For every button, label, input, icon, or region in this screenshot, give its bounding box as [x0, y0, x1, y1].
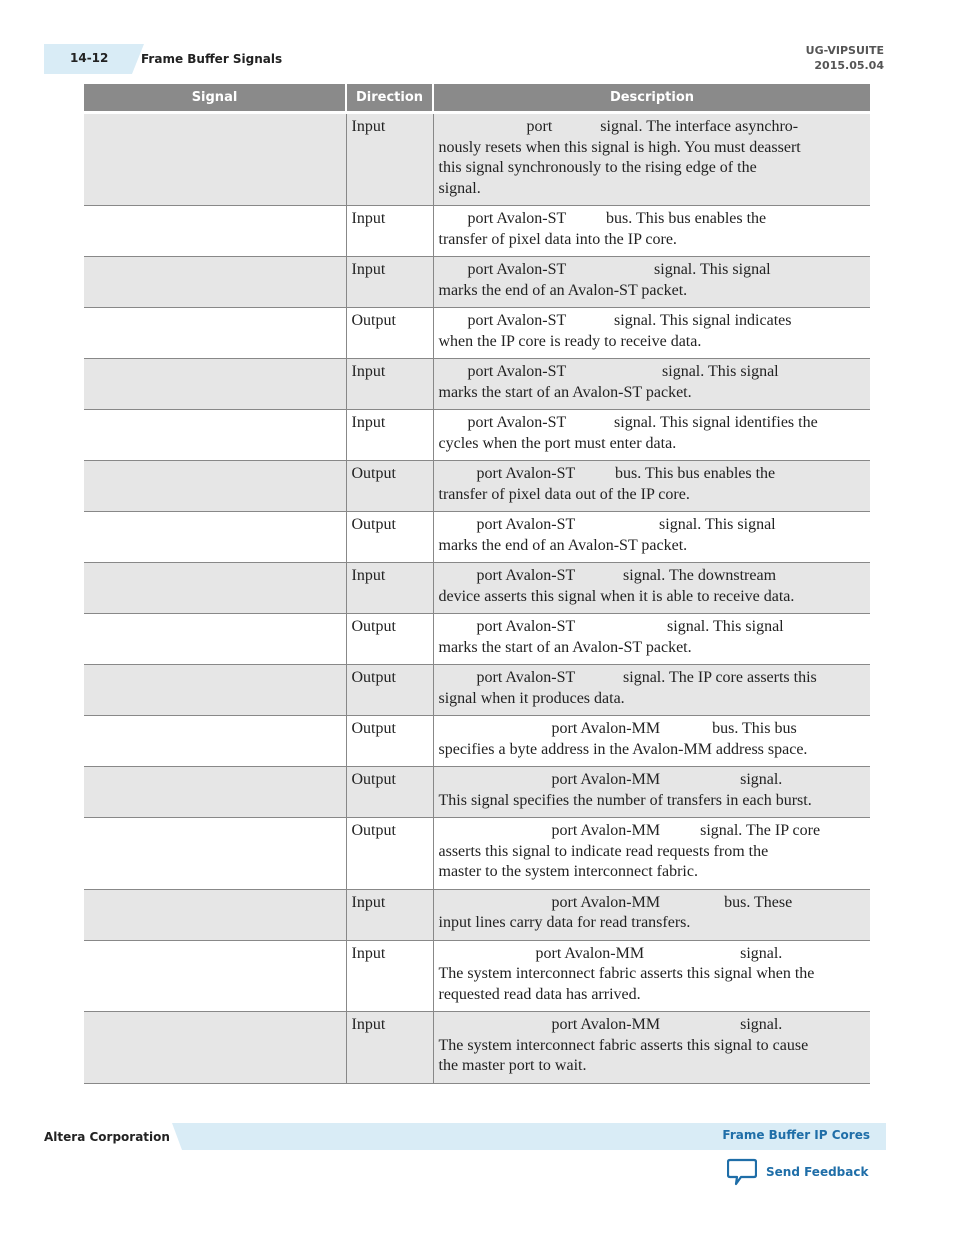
description-line: port Avalon-MM signal. [535, 944, 783, 962]
column-header-signal: Signal [84, 84, 346, 113]
table-row [84, 1012, 870, 1084]
description-cell [433, 461, 870, 512]
description-line: marks the end of an Avalon-ST packet. [438, 281, 688, 299]
direction-cell: Input [346, 257, 433, 308]
doc-date: 2015.05.04 [814, 59, 884, 72]
table-header-row [84, 84, 870, 113]
description-line: marks the end of an Avalon-ST packet. [438, 536, 688, 554]
table-row [84, 940, 870, 1012]
description-line: signal when it produces data. [438, 689, 625, 707]
doc-id-label: UG-VIPSUITE [805, 44, 884, 57]
description-cell [433, 359, 870, 410]
direction-cell: Output [346, 665, 433, 716]
direction-cell: Output [346, 308, 433, 359]
footer-chapter-link[interactable]: Frame Buffer IP Cores [722, 1128, 870, 1142]
description-line: master to the system interconnect fabric. [438, 863, 698, 880]
table-row [84, 257, 870, 308]
description-cell [433, 563, 870, 614]
description-cell [433, 410, 870, 461]
signal-cell [84, 206, 346, 257]
signal-cell [84, 614, 346, 665]
description-line: port Avalon-ST bus. This bus enables the [476, 465, 776, 482]
signal-cell [84, 461, 346, 512]
direction-cell: Output [346, 767, 433, 818]
description-cell [433, 940, 870, 1012]
description-line: transfer of pixel data out of the IP core. [438, 485, 690, 503]
description-line: The system interconnect fabric asserts this signal to cause [438, 1036, 809, 1054]
direction-cell: Input [346, 940, 433, 1012]
description-line: port Avalon-ST signal. The IP core asserts this [476, 669, 817, 686]
description-line: port Avalon-ST signal. This signal [476, 516, 776, 533]
description-line: transfer of pixel data into the IP core. [438, 230, 677, 248]
direction-cell: Output [346, 512, 433, 563]
table-row [84, 665, 870, 716]
description-line: This signal specifies the number of transfers in each burst. [438, 791, 812, 809]
table-row [84, 113, 870, 206]
signal-cell [84, 889, 346, 940]
signal-cell [84, 563, 346, 614]
direction-cell: Input [346, 410, 433, 461]
description-cell [433, 1012, 870, 1084]
description-line: the master port to wait. [438, 1057, 587, 1074]
direction-cell: Output [346, 614, 433, 665]
table-row [84, 206, 870, 257]
speech-bubble-icon [727, 1158, 757, 1186]
signal-cell [84, 113, 346, 206]
table-row [84, 889, 870, 940]
signal-cell [84, 767, 346, 818]
description-line: specifies a byte address in the Avalon-MM address space. [438, 740, 808, 758]
table-row [84, 359, 870, 410]
signal-cell [84, 940, 346, 1012]
direction-cell: Input [346, 206, 433, 257]
description-cell [433, 206, 870, 257]
description-line: port Avalon-ST signal. This signal [467, 261, 771, 278]
description-cell [433, 257, 870, 308]
description-line: port Avalon-ST signal. This signal [476, 618, 784, 635]
table-row [84, 716, 870, 767]
signal-cell [84, 257, 346, 308]
description-line: requested read data has arrived. [438, 985, 641, 1003]
description-line: port Avalon-ST signal. The downstream [476, 567, 777, 584]
description-line: marks the start of an Avalon-ST packet. [438, 638, 692, 656]
description-line: device asserts this signal when it is able to receive data. [438, 587, 795, 605]
direction-cell: Input [346, 359, 433, 410]
signal-cell [84, 1012, 346, 1084]
description-line: port Avalon-ST signal. This signal [467, 363, 779, 380]
document-id [806, 43, 884, 73]
description-line: port Avalon-MM bus. This bus [551, 720, 797, 737]
description-line: port Avalon-ST signal. This signal identifies the [467, 414, 818, 431]
signals-table [84, 84, 870, 1084]
signal-cell [84, 512, 346, 563]
table-row [84, 563, 870, 614]
description-cell [433, 512, 870, 563]
direction-cell: Input [346, 1012, 433, 1084]
table-row [84, 410, 870, 461]
direction-cell: Output [346, 818, 433, 890]
description-line: input lines carry data for read transfers. [438, 914, 691, 931]
direction-cell: Input [346, 889, 433, 940]
description-line: marks the start of an Avalon-ST packet. [438, 383, 692, 401]
description-cell [433, 716, 870, 767]
send-feedback-label: Send Feedback [766, 1165, 869, 1179]
direction-cell: Output [346, 716, 433, 767]
table-row [84, 614, 870, 665]
description-line: nously resets when this signal is high. You must deassert [438, 138, 801, 156]
column-header-description: Description [433, 84, 870, 113]
signal-cell [84, 410, 346, 461]
description-line: port Avalon-ST signal. This signal indicates [467, 312, 792, 329]
description-line: port Avalon-MM signal. [551, 1016, 783, 1033]
description-cell [433, 308, 870, 359]
column-header-direction: Direction [346, 84, 433, 113]
description-line: asserts this signal to indicate read requests from the [438, 842, 769, 860]
description-cell [433, 889, 870, 940]
direction-cell: Output [346, 461, 433, 512]
direction-cell: Input [346, 113, 433, 206]
table-row [84, 308, 870, 359]
footer-company: Altera Corporation [44, 1130, 170, 1144]
signal-cell [84, 665, 346, 716]
signal-cell [84, 359, 346, 410]
table-row [84, 767, 870, 818]
description-line: signal. [438, 179, 481, 197]
description-cell [433, 818, 870, 890]
signal-cell [84, 716, 346, 767]
description-cell [433, 614, 870, 665]
description-line: cycles when the port must enter data. [438, 434, 677, 452]
signal-cell [84, 308, 346, 359]
signal-cell [84, 818, 346, 890]
table-row [84, 461, 870, 512]
table-row [84, 818, 870, 890]
description-cell [433, 113, 870, 206]
description-line: The system interconnect fabric asserts this signal when the [438, 965, 815, 982]
section-title: Frame Buffer Signals [141, 52, 283, 66]
description-cell [433, 767, 870, 818]
page-number: 14-12 [70, 51, 109, 65]
description-line: port Avalon-MM bus. These [551, 893, 793, 911]
description-line: port Avalon-MM signal. The IP core [551, 822, 821, 839]
description-cell [433, 665, 870, 716]
table-row [84, 512, 870, 563]
description-line: this signal synchronously to the rising edge of the [438, 159, 757, 176]
description-line: port Avalon-MM signal. [551, 771, 783, 788]
description-line: when the IP core is ready to receive data. [438, 332, 702, 350]
direction-cell: Input [346, 563, 433, 614]
description-line: port signal. The interface asynchro- [526, 118, 799, 135]
description-line: port Avalon-ST bus. This bus enables the [467, 210, 767, 227]
send-feedback-link[interactable] [727, 1158, 868, 1186]
table-body [84, 113, 870, 1084]
